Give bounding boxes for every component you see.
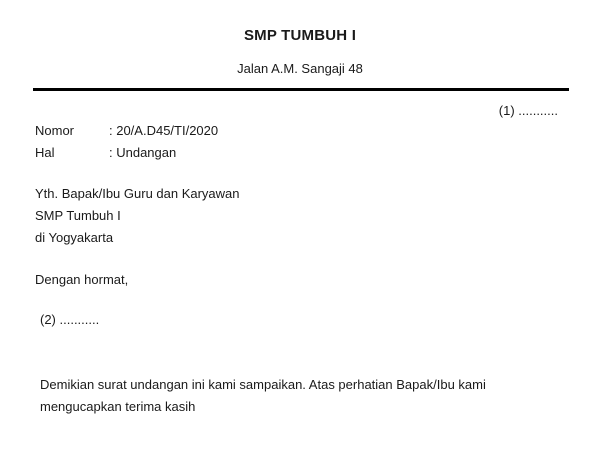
hal-label: Hal — [35, 145, 55, 160]
greeting: Dengan hormat, — [35, 272, 129, 287]
date-placeholder: (1) ........... — [498, 103, 558, 118]
school-address: Jalan A.M. Sangaji 48 — [237, 61, 363, 76]
school-name: SMP TUMBUH I — [243, 27, 357, 44]
recipient-line-2: SMP Tumbuh I — [35, 208, 121, 223]
nomor-label: Nomor — [35, 123, 75, 138]
recipient-line-1: Yth. Bapak/Ibu Guru dan Karyawan — [35, 186, 240, 201]
closing-paragraph: Demikian surat undangan ini kami sampaikan. Atas perhatian Bapak/Ibu kami mengucapkan terima kasih — [40, 377, 486, 414]
body-placeholder: (2) ........... — [40, 312, 100, 327]
hal-value: : Undangan — [109, 145, 177, 160]
hal-row — [35, 145, 176, 160]
recipient-line-3: di Yogyakarta — [35, 230, 114, 245]
nomor-row — [35, 123, 218, 138]
letterhead-divider — [33, 88, 569, 91]
nomor-value: : 20/A.D45/TI/2020 — [109, 123, 219, 138]
